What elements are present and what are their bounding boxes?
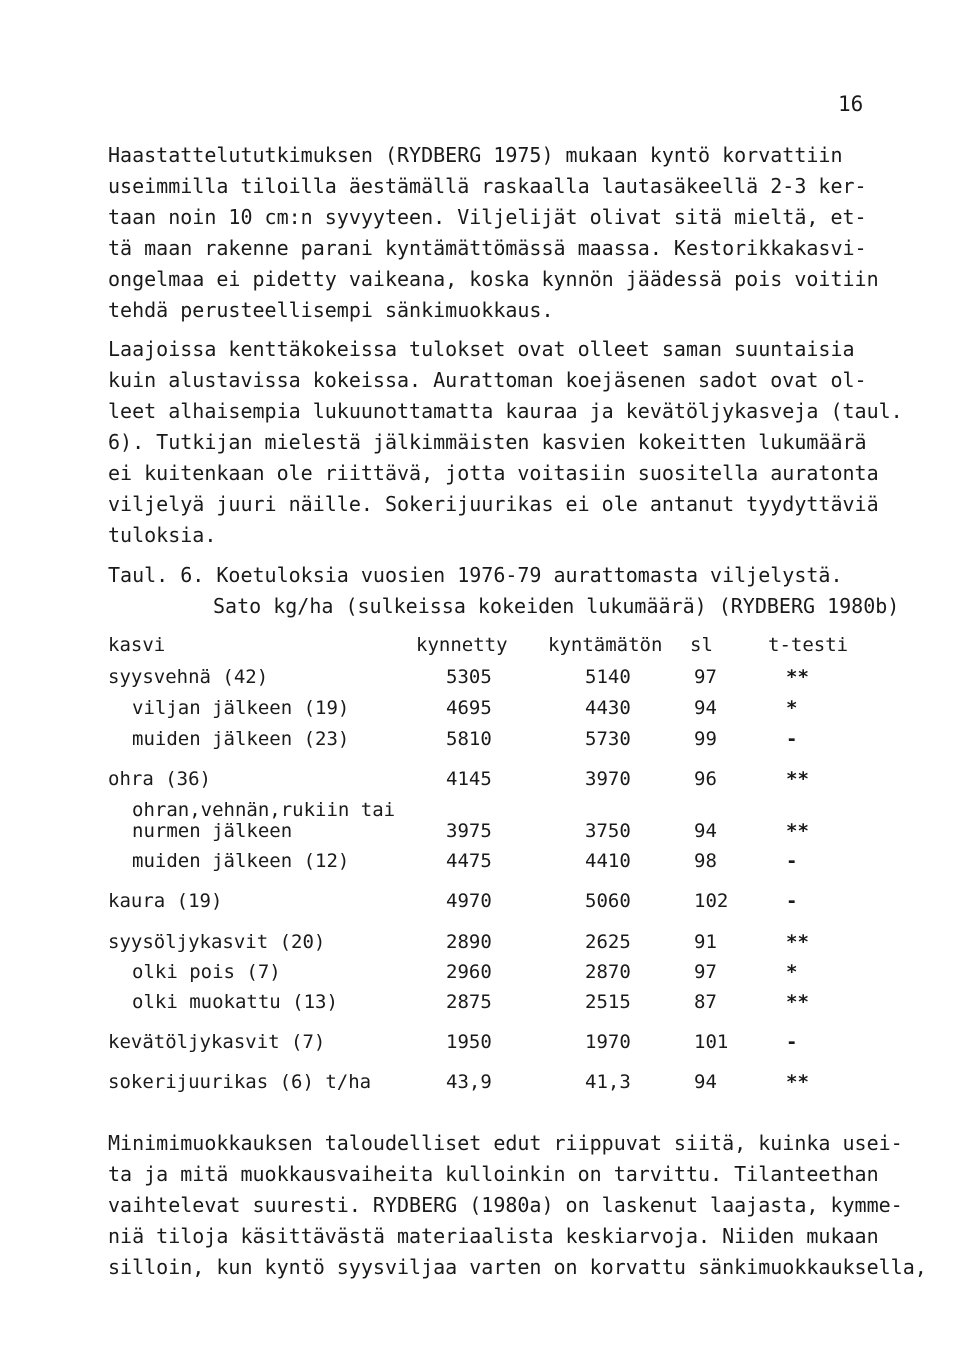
header-sl: sl: [690, 634, 713, 656]
cell-kyntamaton: 5060: [585, 890, 631, 912]
table-row: [108, 989, 888, 1015]
cell-t-testi: **: [786, 666, 809, 688]
paragraph-1: [108, 140, 908, 326]
header-kynnetty: kynnetty: [416, 634, 508, 656]
row-name: muiden jälkeen (12): [132, 850, 350, 872]
cell-sl: 91: [694, 931, 717, 953]
cell-kyntamaton: 4410: [585, 850, 631, 872]
cell-kyntamaton: 3750: [585, 820, 631, 842]
text-line: ongelmaa ei pidetty vaikeana, koska kynnön jäädessä pois voitiin: [108, 267, 879, 291]
text-line: tuloksia.: [108, 523, 217, 547]
cell-kynnetty: 1950: [446, 1031, 492, 1053]
cell-sl: 102: [694, 890, 729, 912]
row-name: muiden jälkeen (23): [132, 728, 350, 750]
cell-kyntamaton: 5730: [585, 728, 631, 750]
text-line: silloin, kun kyntö syysviljaa varten on korvattu sänkimuokkauksella,: [108, 1255, 927, 1279]
header-kasvi: kasvi: [108, 634, 166, 656]
cell-t-testi: -: [786, 728, 798, 750]
caption-line: Taul. 6. Koetuloksia vuosien 1976-79 aurattomasta viljelystä.: [108, 563, 843, 587]
text-line: Minimimuokkauksen taloudelliset edut riippuvat siitä, kuinka usei-: [108, 1131, 903, 1155]
cell-kynnetty: 4145: [446, 768, 492, 790]
table-row: [108, 695, 888, 721]
cell-kynnetty: 2875: [446, 991, 492, 1013]
table-row: [108, 929, 888, 955]
cell-sl: 87: [694, 991, 717, 1013]
cell-t-testi: **: [786, 931, 809, 953]
text-line: vaihtelevat suuresti. RYDBERG (1980a) on laskenut laajasta, kymme-: [108, 1193, 903, 1217]
cell-kynnetty: 4475: [446, 850, 492, 872]
row-name: kaura (19): [108, 890, 223, 912]
text-line: niä tiloja käsittävästä materiaalista keskiarvoja. Niiden mukaan: [108, 1224, 879, 1248]
cell-sl: 94: [694, 820, 717, 842]
table-header: [108, 632, 888, 658]
row-name: ohra (36): [108, 768, 211, 790]
cell-kyntamaton: 3970: [585, 768, 631, 790]
row-name: ohran,vehnän,rukiin tai: [132, 799, 396, 821]
cell-kynnetty: 5305: [446, 666, 492, 688]
cell-sl: 99: [694, 728, 717, 750]
cell-t-testi: **: [786, 991, 809, 1013]
header-t-testi: t-testi: [768, 634, 849, 656]
cell-sl: 96: [694, 768, 717, 790]
table-row: [108, 664, 888, 690]
cell-kyntamaton: 5140: [585, 666, 631, 688]
row-name: sokerijuurikas (6) t/ha: [108, 1071, 372, 1093]
row-name: olki muokattu (13): [132, 991, 338, 1013]
table-row: [108, 848, 888, 874]
cell-kynnetty: 2960: [446, 961, 492, 983]
row-name: viljan jälkeen (19): [132, 697, 350, 719]
table-row: [108, 766, 888, 792]
text-line: 6). Tutkijan mielestä jälkimmäisten kasvien kokeitten lukumäärä: [108, 430, 867, 454]
cell-kynnetty: 4695: [446, 697, 492, 719]
table-row: [108, 1029, 888, 1055]
caption-line: Sato kg/ha (sulkeissa kokeiden lukumäärä) (RYDBERG 1980b): [213, 594, 900, 618]
table-row: [108, 726, 888, 752]
cell-t-testi: **: [786, 1071, 809, 1093]
cell-kyntamaton: 2625: [585, 931, 631, 953]
text-line: ei kuitenkaan ole riittävä, jotta voitasiin suositella auratonta: [108, 461, 879, 485]
row-name: kevätöljykasvit (7): [108, 1031, 326, 1053]
cell-kyntamaton: 1970: [585, 1031, 631, 1053]
cell-kynnetty: 3975: [446, 820, 492, 842]
paragraph-2: [108, 334, 908, 551]
cell-kynnetty: 2890: [446, 931, 492, 953]
row-name: olki pois (7): [132, 961, 281, 983]
cell-kyntamaton: 41,3: [585, 1071, 631, 1093]
cell-t-testi: -: [786, 1031, 798, 1053]
cell-t-testi: -: [786, 890, 798, 912]
cell-kynnetty: 43,9: [446, 1071, 492, 1093]
cell-kyntamaton: 4430: [585, 697, 631, 719]
text-line: useimmilla tiloilla äestämällä raskaalla lautasäkeellä 2-3 ker-: [108, 174, 867, 198]
text-line: tehdä perusteellisempi sänkimuokkaus.: [108, 298, 554, 322]
cell-kynnetty: 5810: [446, 728, 492, 750]
paragraph-3: [108, 1128, 948, 1283]
cell-sl: 101: [694, 1031, 729, 1053]
text-line: viljelyä juuri näille. Sokerijuurikas ei ole antanut tyydyttäviä: [108, 492, 879, 516]
header-kyntamaton: kyntämätön: [548, 634, 663, 656]
cell-sl: 97: [694, 666, 717, 688]
page-number: 16: [838, 92, 864, 116]
cell-sl: 97: [694, 961, 717, 983]
table-row: [108, 818, 888, 844]
cell-kyntamaton: 2515: [585, 991, 631, 1013]
row-name: nurmen jälkeen: [132, 820, 293, 842]
text-line: tä maan rakenne parani kyntämättömässä maassa. Kestorikkakasvi-: [108, 236, 867, 260]
text-line: ta ja mitä muokkausvaiheita kulloinkin on tarvittu. Tilanteethan: [108, 1162, 879, 1186]
text-line: leet alhaisempia lukuunottamatta kauraa ja kevätöljykasveja (taul.: [108, 399, 903, 423]
table-row: [108, 959, 888, 985]
cell-sl: 94: [694, 1071, 717, 1093]
cell-sl: 98: [694, 850, 717, 872]
row-name: syysöljykasvit (20): [108, 931, 326, 953]
cell-t-testi: **: [786, 768, 809, 790]
cell-t-testi: *: [786, 961, 798, 983]
text-line: taan noin 10 cm:n syvyyteen. Viljelijät olivat sitä mieltä, et-: [108, 205, 867, 229]
table-row: [108, 888, 888, 914]
cell-t-testi: **: [786, 820, 809, 842]
cell-kynnetty: 4970: [446, 890, 492, 912]
table-caption: [108, 560, 948, 622]
text-line: kuin alustavissa kokeissa. Aurattoman koejäsenen sadot ovat ol-: [108, 368, 867, 392]
text-line: Laajoissa kenttäkokeissa tulokset ovat olleet saman suuntaisia: [108, 337, 855, 361]
table-row: [108, 1069, 888, 1095]
row-name: syysvehnä (42): [108, 666, 269, 688]
cell-t-testi: *: [786, 697, 798, 719]
cell-kyntamaton: 2870: [585, 961, 631, 983]
cell-t-testi: -: [786, 850, 798, 872]
cell-sl: 94: [694, 697, 717, 719]
text-line: Haastattelututkimuksen (RYDBERG 1975) mukaan kyntö korvattiin: [108, 143, 843, 167]
